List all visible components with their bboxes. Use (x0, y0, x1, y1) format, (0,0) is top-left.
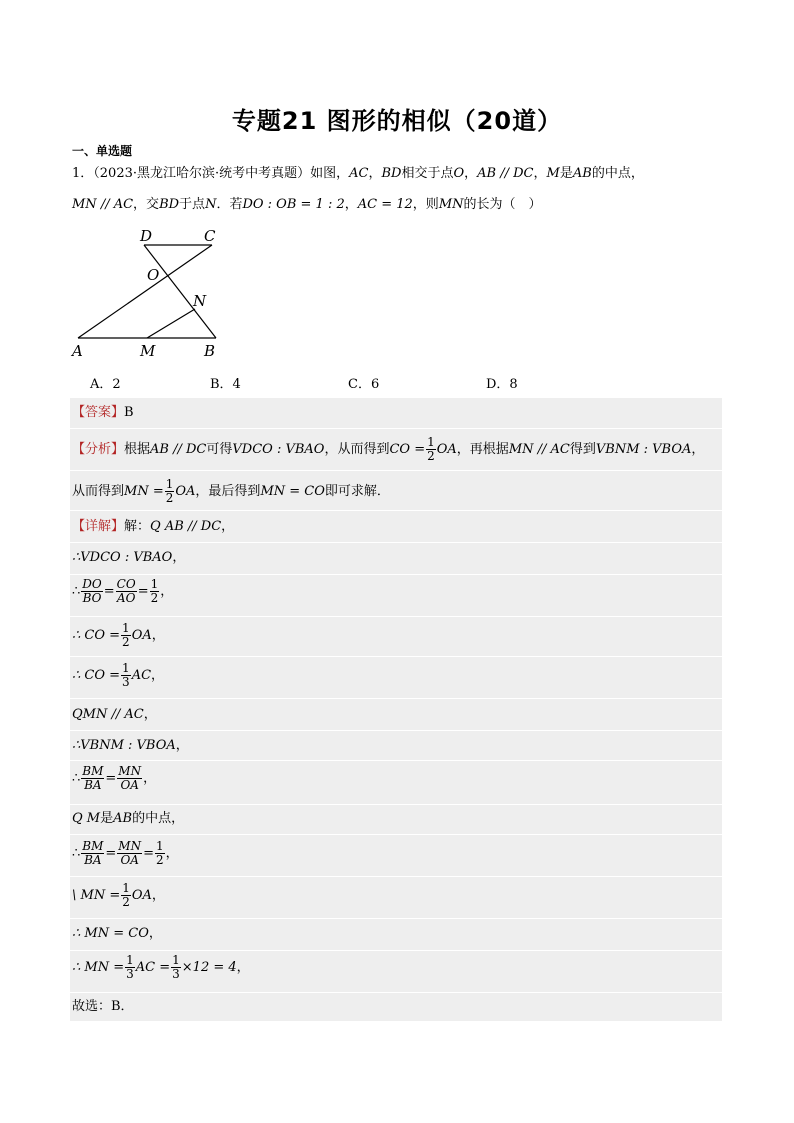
label-o: O (147, 266, 160, 284)
section-heading: 一、单选题 (72, 144, 133, 158)
detail-line-6: QMN // AC， (72, 707, 157, 722)
analysis-line-2: 从而得到MN = $\frac{1}{2}$ OA，最后得到MN = CO即可求解． (72, 477, 390, 505)
label-n: N (193, 292, 207, 310)
label-c: C (204, 227, 216, 245)
analysis-line-1: 【分析】根据AB // DC可得VDCO : VBAO，从而得到CO = $\frac{1}{2}$ OA，再根据MN // AC得到VBNM : VBOA， (72, 435, 705, 463)
choice-d[interactable]: D．8 (486, 377, 518, 392)
detail-line-7: ∴VBNM : VBOA， (72, 738, 189, 753)
answer-value: B (124, 405, 134, 420)
choice-a[interactable]: A．2 (90, 377, 121, 392)
label-a: A (72, 342, 83, 360)
detail-line-8: ∴ $\frac{BM}{BA}$ = $\frac{MN}{OA}$ ， (72, 764, 157, 792)
question-line-2: MN // AC，交BD于点N．若DO : OB = 1 : 2，AC = 12，则MN的长为（ ） (72, 197, 542, 212)
detail-line-3: ∴ $\frac{DO}{BO}$ = $\frac{CO}{AO}$ = $\frac{1}{2}$ ， (72, 577, 174, 605)
question-line-1: 1．（2023·黑龙江哈尔滨·统考中考真题）如图，AC，BD相交于点O，AB // DC，M是AB的中点， (72, 166, 644, 181)
segment-mn (147, 309, 195, 338)
detail-line-5: ∴ CO = $\frac{1}{3}$ AC， (72, 661, 165, 689)
label-m: M (140, 342, 156, 360)
detail-line-12: ∴ MN = CO， (72, 926, 162, 941)
detail-line-9: Q M是AB的中点， (72, 811, 185, 826)
choices-row (90, 373, 650, 393)
detail-line-14: 故选：B． (72, 999, 134, 1014)
choice-c[interactable]: C．6 (348, 377, 380, 392)
answer-tag: 【答案】 (72, 405, 125, 420)
answer-line (72, 404, 134, 422)
detail-line-1: 【详解】解：Q AB // DC， (72, 519, 235, 534)
detail-line-2: ∴VDCO : VBAO， (72, 550, 186, 565)
detail-line-10: ∴ $\frac{BM}{BA}$ = $\frac{MN}{OA}$ = $\frac{1}{2}$ ， (72, 839, 179, 867)
detail-line-11: \ MN = $\frac{1}{2}$ OA， (72, 881, 165, 909)
choice-b[interactable]: B．4 (210, 377, 241, 392)
label-b: B (204, 342, 216, 360)
label-d: D (140, 227, 153, 245)
detail-line-13: ∴ MN = $\frac{1}{3}$ AC = $\frac{1}{3}$ ×12 = 4， (72, 953, 250, 981)
segment-ac (78, 245, 212, 338)
page-title: 专题21 图形的相似（20道） (231, 107, 563, 135)
detail-line-4: ∴ CO = $\frac{1}{2}$ OA， (72, 621, 165, 649)
geometry-figure (68, 225, 228, 365)
